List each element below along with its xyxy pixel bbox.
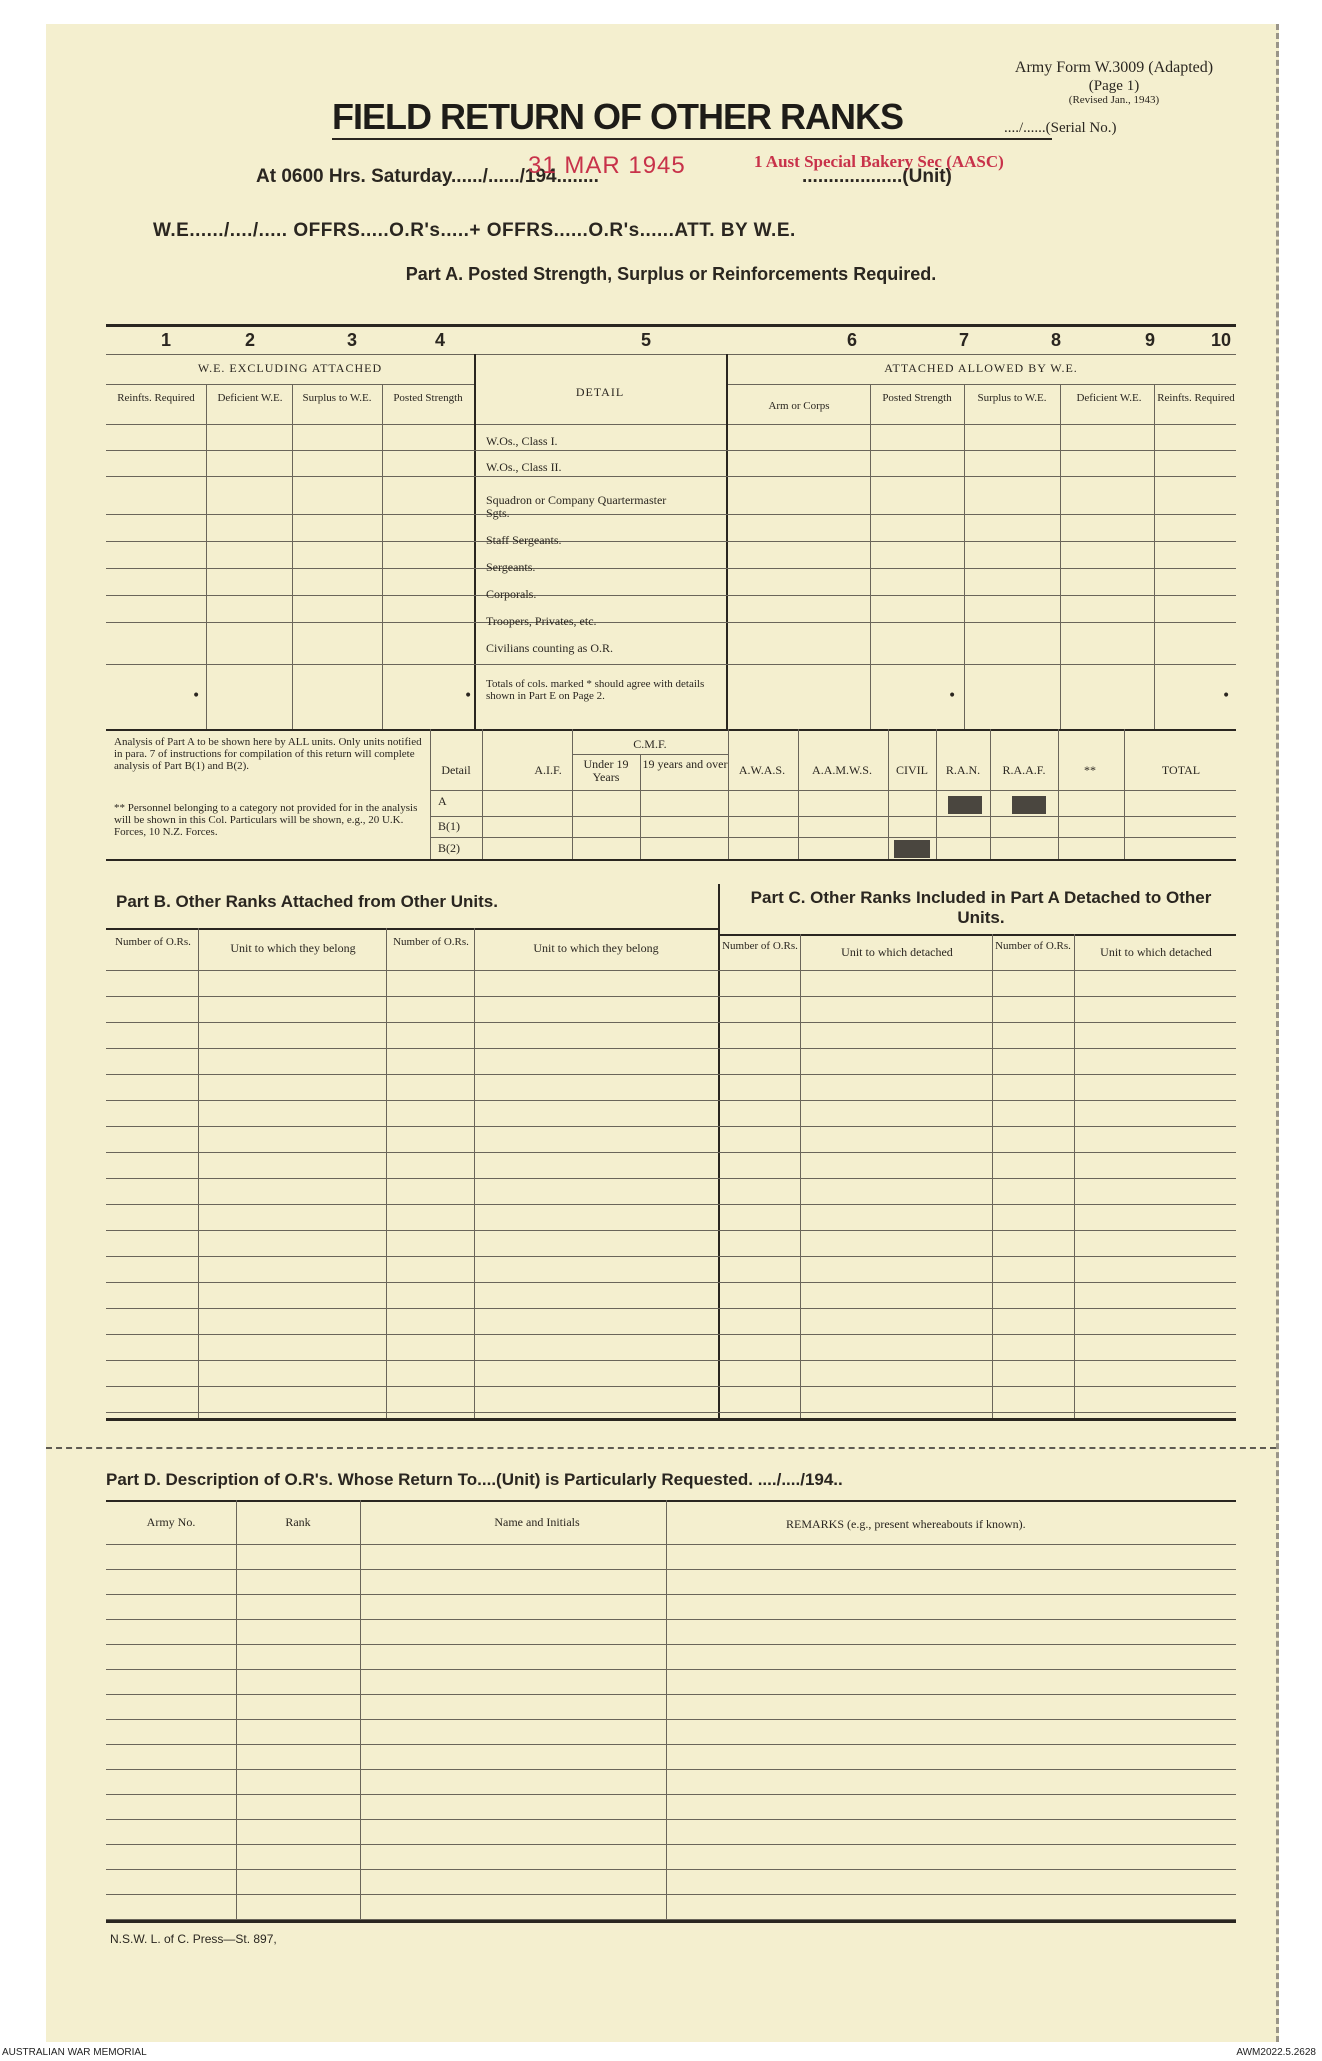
- part-c-title: Part C. Other Ranks Included in Part A Detached to Other Units.: [750, 888, 1212, 927]
- ruled-row-line: [106, 1204, 1236, 1205]
- redaction-mark: [948, 796, 982, 814]
- subheader-rule: [106, 424, 1236, 425]
- analysis-starstar: **: [1084, 763, 1096, 777]
- header-reinfts-att: Reinfts. Required: [1157, 392, 1235, 404]
- ruled-row-line: [106, 1152, 1236, 1153]
- detail-row-6: Corporals.: [486, 587, 537, 601]
- analysis-vline: [1058, 729, 1059, 859]
- part-d-header-army-no: Army No.: [146, 1515, 196, 1529]
- analysis-vline: [430, 729, 431, 859]
- analysis-note-2: ** Personnel belonging to a category not provided for in the analysis will be shown in this Col. Particulars will be shown, e.g., 20 U.K. Forces, 10 N.Z. Forces.: [114, 802, 418, 838]
- group-header-right: ATTACHED ALLOWED BY W.E.: [884, 361, 1078, 375]
- analysis-awas: A.W.A.S.: [738, 763, 786, 777]
- detail-row-7: Troopers, Privates, etc.: [486, 614, 597, 628]
- part-a-title: Part A. Posted Strength, Surplus or Reinforcements Required.: [405, 264, 937, 284]
- ruled-row-line: [106, 1794, 1236, 1795]
- ruled-row-line: [106, 1412, 1236, 1413]
- ruled-row-line: [106, 1694, 1236, 1695]
- part-a-vline: [870, 384, 871, 729]
- row-rule: [106, 664, 1236, 665]
- col-number-8: 8: [1050, 330, 1061, 350]
- analysis-civil: CIVIL: [896, 763, 928, 777]
- header-reinfts-required: Reinfts. Required: [117, 392, 195, 404]
- serial-number: ..../......(Serial No.): [1004, 120, 1117, 136]
- analysis-cmf: C.M.F.: [633, 737, 667, 751]
- part-d-vline: [666, 1500, 667, 1920]
- form-sheet: [46, 24, 1279, 2042]
- part-a-vline: [1154, 384, 1155, 729]
- analysis-bottom-rule: [106, 859, 1236, 861]
- col-number-1: 1: [160, 330, 171, 350]
- detail-header: DETAIL: [575, 385, 625, 399]
- ruled-row-line: [106, 1308, 1236, 1309]
- redaction-mark: [1012, 796, 1046, 814]
- ruled-row-line: [106, 1074, 1236, 1075]
- row-rule: [106, 476, 1236, 477]
- detail-row-2: W.Os., Class II.: [486, 460, 562, 474]
- header-arm-or-corps: Arm or Corps: [768, 400, 830, 412]
- part-b-header-3: Number of O.Rs.: [393, 936, 469, 948]
- header-deficient-we: Deficient W.E.: [217, 392, 283, 404]
- ruled-row-line: [106, 1022, 1236, 1023]
- ruled-row-line: [106, 1719, 1236, 1720]
- analysis-vline: [482, 729, 483, 859]
- header-posted-strength-att: Posted Strength: [882, 392, 952, 404]
- part-a-vline: [1060, 384, 1061, 729]
- part-a-vline: [206, 384, 207, 729]
- analysis-raaf: R.A.A.F.: [1002, 763, 1046, 777]
- analysis-over19: 19 years and over: [642, 757, 728, 771]
- part-bc-bottom-rule: [106, 1418, 1236, 1421]
- detail-row-3: Squadron or Company Quartermaster Sgts.: [486, 493, 667, 520]
- ruled-row-line: [106, 1644, 1236, 1645]
- ruled-row-line: [106, 1844, 1236, 1845]
- ruled-row-line: [106, 1360, 1236, 1361]
- part-b-title: Part B. Other Ranks Attached from Other Units.: [116, 892, 498, 911]
- part-b-header-1: Number of O.Rs.: [115, 936, 191, 948]
- ruled-row-line: [106, 1569, 1236, 1570]
- totals-note: Totals of cols. marked * should agree with details shown in Part E on Page 2.: [486, 678, 705, 702]
- analysis-row-b2: B(2): [438, 841, 460, 855]
- part-b-header-4: Unit to which they belong: [533, 941, 659, 955]
- col-number-6: 6: [846, 330, 857, 350]
- ruled-row-line: [106, 1386, 1236, 1387]
- part-c-header-3: Number of O.Rs.: [995, 940, 1071, 952]
- part-d-title: Part D. Description of O.R's. Whose Return To....(Unit) is Particularly Requested. ..../..../194..: [106, 1470, 843, 1489]
- analysis-row-b1: B(1): [438, 819, 460, 833]
- press-imprint: N.S.W. L. of C. Press—St. 897,: [110, 1932, 277, 1946]
- mark-col-1: •: [192, 688, 201, 704]
- ruled-row-line: [106, 1744, 1236, 1745]
- ruled-row-line: [106, 1669, 1236, 1670]
- analysis-aamws: A.A.M.W.S.: [812, 763, 872, 777]
- part-c-vline: [992, 934, 993, 1418]
- part-a-top-rule: [106, 324, 1236, 327]
- part-b-vline: [386, 928, 387, 1418]
- part-a-vline: [964, 384, 965, 729]
- row-rule: [106, 450, 1236, 451]
- ruled-row-line: [106, 1769, 1236, 1770]
- analysis-rule: [430, 790, 1236, 791]
- redaction-mark: [894, 840, 930, 858]
- col-number-3: 3: [346, 330, 357, 350]
- ruled-row-line: [106, 1334, 1236, 1335]
- analysis-rule: [430, 837, 1236, 838]
- mark-col-10: •: [1222, 688, 1231, 704]
- ruled-row-line: [106, 1178, 1236, 1179]
- header-surplus-to-we: Surplus to W.E.: [302, 392, 372, 404]
- analysis-vline: [1124, 729, 1125, 859]
- ruled-row-line: [106, 996, 1236, 997]
- analysis-vline: [640, 754, 641, 859]
- analysis-vline: [728, 729, 729, 859]
- ruled-row-line: [106, 1544, 1236, 1545]
- footer-credit: AUSTRALIAN WAR MEMORIAL: [2, 2047, 147, 2058]
- unit-line: ...................(Unit): [802, 166, 952, 187]
- part-d-bottom-rule: [106, 1920, 1236, 1923]
- header-surplus-att: Surplus to W.E.: [977, 392, 1047, 404]
- ruled-row-line: [106, 1256, 1236, 1257]
- analysis-vline: [888, 729, 889, 859]
- at-hours-line: At 0600 Hrs. Saturday....../....../194........: [256, 166, 599, 187]
- part-c-top-rule: [718, 934, 1236, 936]
- cmf-rule: [572, 754, 728, 755]
- header-deficient-att: Deficient W.E.: [1076, 392, 1142, 404]
- perforation-line: [46, 1447, 1276, 1449]
- ruled-row-line: [106, 1869, 1236, 1870]
- part-b-vline: [198, 928, 199, 1418]
- part-d-header-name: Name and Initials: [494, 1515, 580, 1529]
- analysis-note-1: Analysis of Part A to be shown here by ALL units. Only units notified in para. 7 of instructions for compilation of this return will complete analysis of Part B(1) and B(2).: [114, 736, 422, 772]
- group-rule-left: [106, 384, 474, 385]
- unit-stamp: 1 Aust Special Bakery Sec (AASC): [754, 152, 1004, 171]
- detail-row-4: Staff Sergeants.: [486, 533, 562, 547]
- analysis-row-a: A: [438, 794, 447, 808]
- col-number-10: 10: [1210, 330, 1232, 350]
- part-c-vline: [1074, 934, 1075, 1418]
- we-line: W.E....../..../..... OFFRS.....O.R's.....+ OFFRS......O.R's......ATT. BY W.E.: [153, 220, 796, 241]
- col-number-2: 2: [244, 330, 255, 350]
- mark-col-4: •: [464, 688, 473, 704]
- title-underline: [332, 138, 1052, 140]
- group-rule-right: [726, 384, 1236, 385]
- footer-accession: AWM2022.5.2628: [1236, 2047, 1316, 2058]
- analysis-detail: Detail: [441, 763, 471, 777]
- part-d-header-remarks: REMARKS (e.g., present whereabouts if known).: [786, 1517, 1026, 1531]
- ruled-row-line: [106, 1594, 1236, 1595]
- analysis-under19: Under 19 Years: [583, 757, 629, 784]
- part-bc-divider: [718, 884, 720, 1418]
- col-number-7: 7: [958, 330, 969, 350]
- part-c-header-4: Unit to which detached: [1100, 945, 1212, 959]
- group-header-left: W.E. EXCLUDING ATTACHED: [197, 361, 383, 375]
- part-b-header-2: Unit to which they belong: [230, 941, 356, 955]
- part-c-header-2: Unit to which detached: [841, 945, 953, 959]
- ruled-row-line: [106, 1100, 1236, 1101]
- part-d-vline: [236, 1500, 237, 1920]
- col-number-9: 9: [1144, 330, 1155, 350]
- detail-row-8: Civilians counting as O.R.: [486, 641, 613, 655]
- col-number-4: 4: [434, 330, 445, 350]
- date-stamp: 31 MAR 1945: [528, 152, 686, 179]
- part-c-vline: [800, 934, 801, 1418]
- ruled-row-line: [106, 1819, 1236, 1820]
- part-b-vline: [474, 928, 475, 1418]
- ruled-row-line: [106, 1619, 1236, 1620]
- analysis-vline: [990, 729, 991, 859]
- part-a-number-rule: [106, 354, 1236, 355]
- form-title: FIELD RETURN OF OTHER RANKS: [332, 96, 903, 137]
- part-a-bottom-rule: [106, 729, 1236, 731]
- form-id: Army Form W.3009 (Adapted): [1014, 59, 1214, 76]
- ruled-row-line: [106, 1048, 1236, 1049]
- ruled-row-line: [106, 1126, 1236, 1127]
- col-number-5: 5: [640, 330, 651, 350]
- part-d-vline: [360, 1500, 361, 1920]
- ruled-row-line: [106, 970, 1236, 971]
- revised-date: (Revised Jan., 1943): [1068, 94, 1160, 106]
- detail-row-1: W.Os., Class I.: [486, 434, 558, 448]
- part-a-vline: [382, 384, 383, 729]
- ruled-row-line: [106, 1282, 1236, 1283]
- mark-col-7: •: [948, 688, 957, 704]
- detail-row-5: Sergeants.: [486, 560, 536, 574]
- part-a-vline: [292, 384, 293, 729]
- analysis-ran: R.A.N.: [945, 763, 981, 777]
- page-number: (Page 1): [1088, 78, 1140, 94]
- part-c-header-1: Number of O.Rs.: [722, 940, 798, 952]
- header-posted-strength: Posted Strength: [393, 392, 463, 404]
- analysis-vline: [936, 729, 937, 859]
- analysis-vline: [798, 729, 799, 859]
- ruled-row-line: [106, 1894, 1236, 1895]
- analysis-total: TOTAL: [1161, 763, 1201, 777]
- analysis-rule: [430, 816, 1236, 817]
- analysis-aif: A.I.F.: [534, 763, 562, 777]
- part-d-header-rank: Rank: [285, 1515, 311, 1529]
- ruled-row-line: [106, 1230, 1236, 1231]
- part-d-top-rule: [106, 1500, 1236, 1502]
